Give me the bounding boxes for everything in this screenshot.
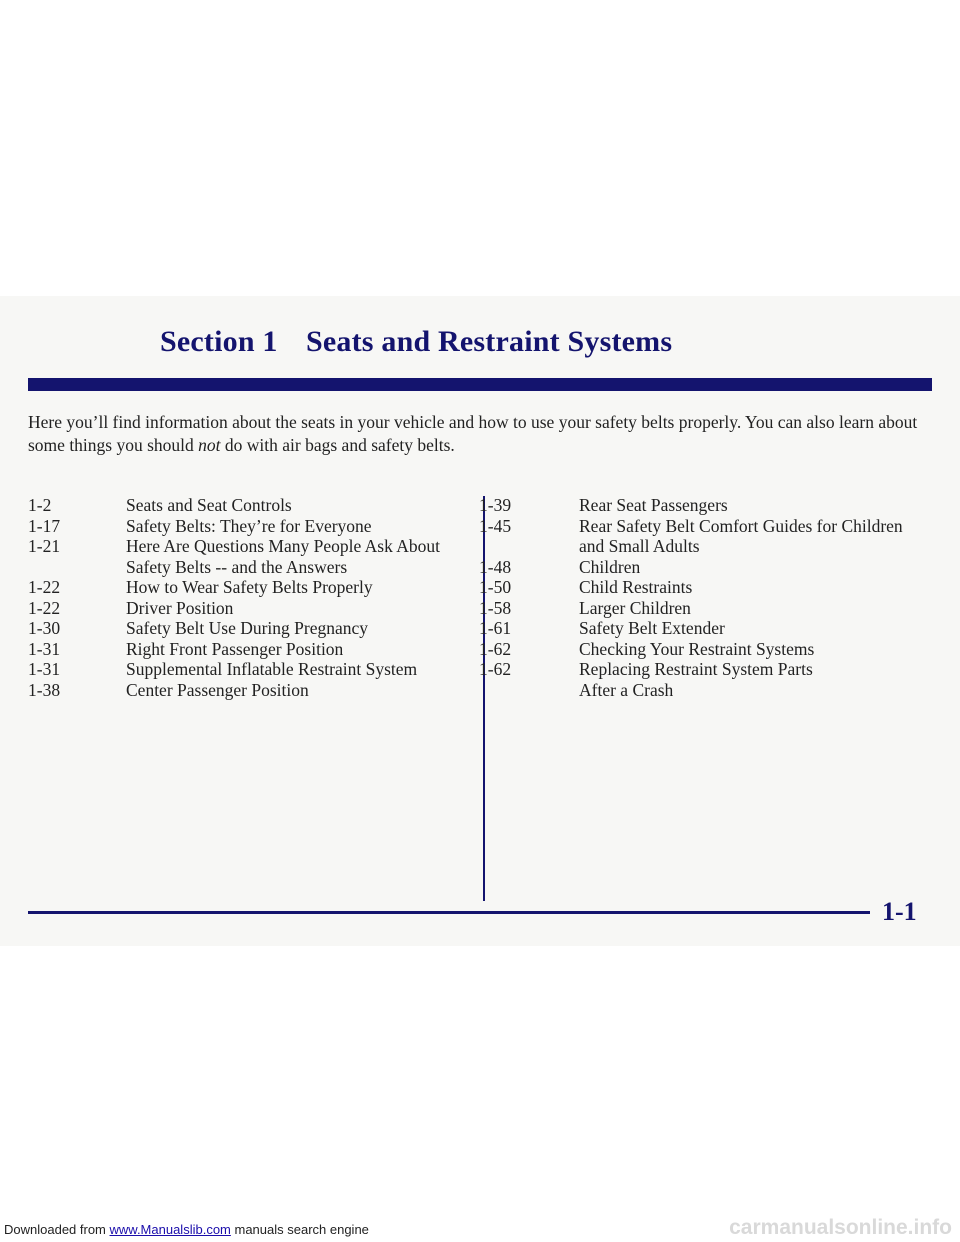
toc-page-ref: 1-17 <box>28 515 61 536</box>
toc-page-ref: 1-38 <box>28 679 61 700</box>
toc-title-line: Seats and Seat Controls <box>126 495 292 515</box>
intro-text-start: Here you’ll find information about the seats in your vehicle and how to use your safety belts properly. You can also learn about some things you should <box>28 412 918 455</box>
toc-entry-title <box>126 598 468 619</box>
toc-entry <box>479 557 939 578</box>
toc-page-ref: 1-48 <box>479 556 512 577</box>
toc-entry <box>479 516 939 557</box>
toc-entry-title <box>126 577 468 598</box>
toc-title-line: Child Restraints <box>579 577 693 597</box>
toc-entry <box>28 495 468 516</box>
toc-entry <box>28 536 468 577</box>
intro-text-end: do with air bags and safety belts. <box>220 435 455 455</box>
toc-title-line: Checking Your Restraint Systems <box>579 638 815 659</box>
manualslib-link[interactable]: www.Manualslib.com <box>109 1222 231 1237</box>
toc-page-ref: 1-50 <box>479 577 512 597</box>
toc-title-line: After a Crash <box>579 679 674 700</box>
footer-rule <box>28 911 870 914</box>
toc-page-ref: 1-62 <box>479 638 512 659</box>
toc-entry-title <box>579 495 939 516</box>
toc-entry <box>479 618 939 639</box>
toc-entry <box>28 659 468 680</box>
toc-entry-title <box>126 680 468 701</box>
toc-entry <box>28 639 468 660</box>
section-title: Seats and Restraint Systems <box>306 325 673 358</box>
toc-entry-title <box>126 516 468 537</box>
toc-title-line: Safety Belt Extender <box>579 618 725 638</box>
toc-entry-title <box>579 577 939 598</box>
toc-entry-title <box>579 516 939 557</box>
toc-title-line: Rear Safety Belt Comfort Guides for Children <box>579 515 903 536</box>
toc-title-line: Right Front Passenger Position <box>126 638 344 659</box>
intro-paragraph <box>28 411 932 457</box>
toc-title-line: Larger Children <box>579 597 691 618</box>
toc-title-line: Safety Belts: They’re for Everyone <box>126 515 372 536</box>
toc-entry <box>479 659 939 700</box>
toc-entry <box>479 639 939 660</box>
toc-entry-title <box>579 659 939 700</box>
toc-title-line: Replacing Restraint System Parts <box>579 659 813 679</box>
title-rule <box>28 378 932 391</box>
toc-entry-title <box>126 639 468 660</box>
toc-entry-title <box>579 639 939 660</box>
toc-title-line: Safety Belt Use During Pregnancy <box>126 618 369 638</box>
toc-title-line: Driver Position <box>126 597 234 618</box>
toc-title-line: Supplemental Inflatable Restraint System <box>126 659 418 679</box>
toc-entry-title <box>579 557 939 578</box>
toc-page-ref: 1-61 <box>479 618 512 638</box>
toc-left-column <box>28 495 468 700</box>
toc-page-ref: 1-30 <box>28 618 61 638</box>
toc-title-line: and Small Adults <box>579 536 700 556</box>
toc-title-line: How to Wear Safety Belts Properly <box>126 577 373 597</box>
toc-page-ref: 1-22 <box>28 577 61 597</box>
banner-suffix: manuals search engine <box>230 1222 369 1237</box>
intro-emphasis: not <box>198 435 221 455</box>
toc-page-ref: 1-22 <box>28 597 61 618</box>
toc-entry-title <box>126 618 468 639</box>
toc-entry <box>479 577 939 598</box>
toc-page-ref: 1-62 <box>479 659 512 679</box>
toc-page-ref: 1-45 <box>479 515 512 536</box>
toc-title-line: Safety Belts -- and the Answers <box>126 556 348 577</box>
section-number: Section 1 <box>160 325 278 358</box>
toc-entry-title <box>126 659 468 680</box>
download-banner <box>4 1222 369 1237</box>
toc-entry <box>28 516 468 537</box>
watermark-logo: carmanualsonline.info <box>729 1216 952 1239</box>
toc-page-ref: 1-39 <box>479 495 512 515</box>
toc-title-line: Center Passenger Position <box>126 679 309 700</box>
section-heading <box>160 325 672 359</box>
toc-page-ref: 1-31 <box>28 659 61 679</box>
toc-page-ref: 1-2 <box>28 495 52 515</box>
toc-title-line: Here Are Questions Many People Ask About <box>126 536 440 556</box>
toc-entry-title <box>579 618 939 639</box>
banner-prefix: Downloaded from <box>4 1222 110 1237</box>
toc-title-line: Rear Seat Passengers <box>579 495 728 515</box>
toc-right-column <box>479 495 939 700</box>
toc-entry-title <box>126 536 468 577</box>
toc-title-line: Children <box>579 556 641 577</box>
toc-entry <box>479 495 939 516</box>
toc-page-ref: 1-31 <box>28 638 61 659</box>
toc-entry <box>28 618 468 639</box>
toc-page-ref: 1-58 <box>479 597 512 618</box>
toc-entry-title <box>579 598 939 619</box>
page-number: 1-1 <box>882 897 917 926</box>
toc-entry <box>479 598 939 619</box>
toc-page-ref: 1-21 <box>28 536 61 556</box>
toc-entry <box>28 680 468 701</box>
toc-entry <box>28 577 468 598</box>
toc-entry-title <box>126 495 468 516</box>
toc-entry <box>28 598 468 619</box>
